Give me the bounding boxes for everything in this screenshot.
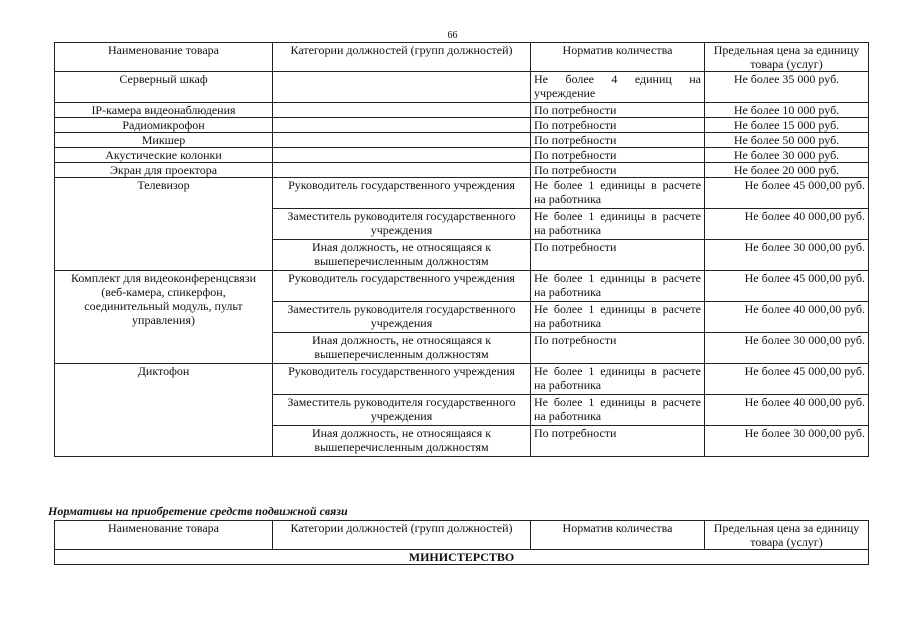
item-category: Иная должность, не относящаяся к вышеперечисленным должностям — [273, 426, 531, 457]
table-row — [55, 103, 869, 118]
item-category: Заместитель руководителя государственного учреждения — [273, 395, 531, 426]
item-norm: По потребности — [531, 148, 705, 163]
item-price: Не более 40 000,00 руб. — [705, 302, 869, 333]
item-price: Не более 30 000,00 руб. — [705, 426, 869, 457]
item-norm: По потребности — [531, 333, 705, 364]
item-name: Радиомикрофон — [55, 118, 273, 133]
header-price: Предельная цена за единицу товара (услуг) — [705, 43, 869, 72]
second-header-category: Категории должностей (групп должностей) — [273, 521, 531, 550]
item-price: Не более 30 000,00 руб. — [705, 333, 869, 364]
item-price: Не более 40 000,00 руб. — [705, 209, 869, 240]
item-price: Не более 40 000,00 руб. — [705, 395, 869, 426]
item-name: Акустические колонки — [55, 148, 273, 163]
table-row — [55, 133, 869, 148]
item-price: Не более 15 000 руб. — [705, 118, 869, 133]
header-name: Наименование товара — [55, 43, 273, 72]
item-norm: Не более 1 единицы в расчете на работника — [531, 395, 705, 426]
table-row — [55, 148, 869, 163]
item-price: Не более 35 000 руб. — [705, 72, 869, 103]
item-price: Не более 50 000 руб. — [705, 133, 869, 148]
section-row — [55, 550, 869, 565]
table-row — [55, 271, 869, 302]
section-row-label: МИНИСТЕРСТВО — [55, 550, 869, 565]
item-category: Руководитель государственного учреждения — [273, 271, 531, 302]
item-norm: По потребности — [531, 118, 705, 133]
item-name: Экран для проектора — [55, 163, 273, 178]
item-price: Не более 20 000 руб. — [705, 163, 869, 178]
item-norm: Не более 1 единицы в расчете на работника — [531, 209, 705, 240]
second-header-norm: Норматив количества — [531, 521, 705, 550]
item-norm: Не более 1 единицы в расчете на работника — [531, 364, 705, 395]
item-category: Иная должность, не относящаяся к вышеперечисленным должностям — [273, 333, 531, 364]
item-category: Иная должность, не относящаяся к вышеперечисленным должностям — [273, 240, 531, 271]
main-table — [54, 42, 869, 457]
item-category — [273, 103, 531, 118]
table-row — [55, 72, 869, 103]
item-category — [273, 72, 531, 103]
header-category: Категории должностей (групп должностей) — [273, 43, 531, 72]
item-norm: По потребности — [531, 103, 705, 118]
item-price: Не более 45 000,00 руб. — [705, 271, 869, 302]
item-category — [273, 163, 531, 178]
item-norm: По потребности — [531, 240, 705, 271]
item-category: Руководитель государственного учреждения — [273, 364, 531, 395]
item-norm: По потребности — [531, 426, 705, 457]
item-norm: Не более 4 единиц на учреждение — [531, 72, 705, 103]
item-price: Не более 30 000 руб. — [705, 148, 869, 163]
group-name: Диктофон — [55, 364, 273, 457]
item-price: Не более 30 000,00 руб. — [705, 240, 869, 271]
table-row — [55, 364, 869, 395]
item-category: Руководитель государственного учреждения — [273, 178, 531, 209]
second-header-row — [55, 521, 869, 550]
item-norm: По потребности — [531, 133, 705, 148]
group-name: Телевизор — [55, 178, 273, 271]
second-header-price: Предельная цена за единицу товара (услуг) — [705, 521, 869, 550]
group-name: Комплект для видеоконференцсвязи (веб-камера, спикерфон, соединительный модуль, пульт управления) — [55, 271, 273, 364]
item-price: Не более 45 000,00 руб. — [705, 178, 869, 209]
item-norm: Не более 1 единицы в расчете на работника — [531, 302, 705, 333]
second-header-name: Наименование товара — [55, 521, 273, 550]
item-price: Не более 45 000,00 руб. — [705, 364, 869, 395]
table-row — [55, 163, 869, 178]
item-price: Не более 10 000 руб. — [705, 103, 869, 118]
item-norm: Не более 1 единицы в расчете на работника — [531, 178, 705, 209]
item-norm: По потребности — [531, 163, 705, 178]
item-category — [273, 133, 531, 148]
item-name: IP-камера видеонаблюдения — [55, 103, 273, 118]
item-category: Заместитель руководителя государственного учреждения — [273, 302, 531, 333]
item-category: Заместитель руководителя государственного учреждения — [273, 209, 531, 240]
page-number: 66 — [447, 30, 458, 41]
header-norm: Норматив количества — [531, 43, 705, 72]
table-row — [55, 118, 869, 133]
section-title: Нормативы на приобретение средств подвижной связи — [48, 504, 348, 518]
table-row — [55, 178, 869, 209]
item-name: Микшер — [55, 133, 273, 148]
item-category — [273, 118, 531, 133]
item-category — [273, 148, 531, 163]
item-name: Серверный шкаф — [55, 72, 273, 103]
second-table — [54, 520, 869, 565]
item-norm: Не более 1 единицы в расчете на работника — [531, 271, 705, 302]
header-row — [55, 43, 869, 72]
